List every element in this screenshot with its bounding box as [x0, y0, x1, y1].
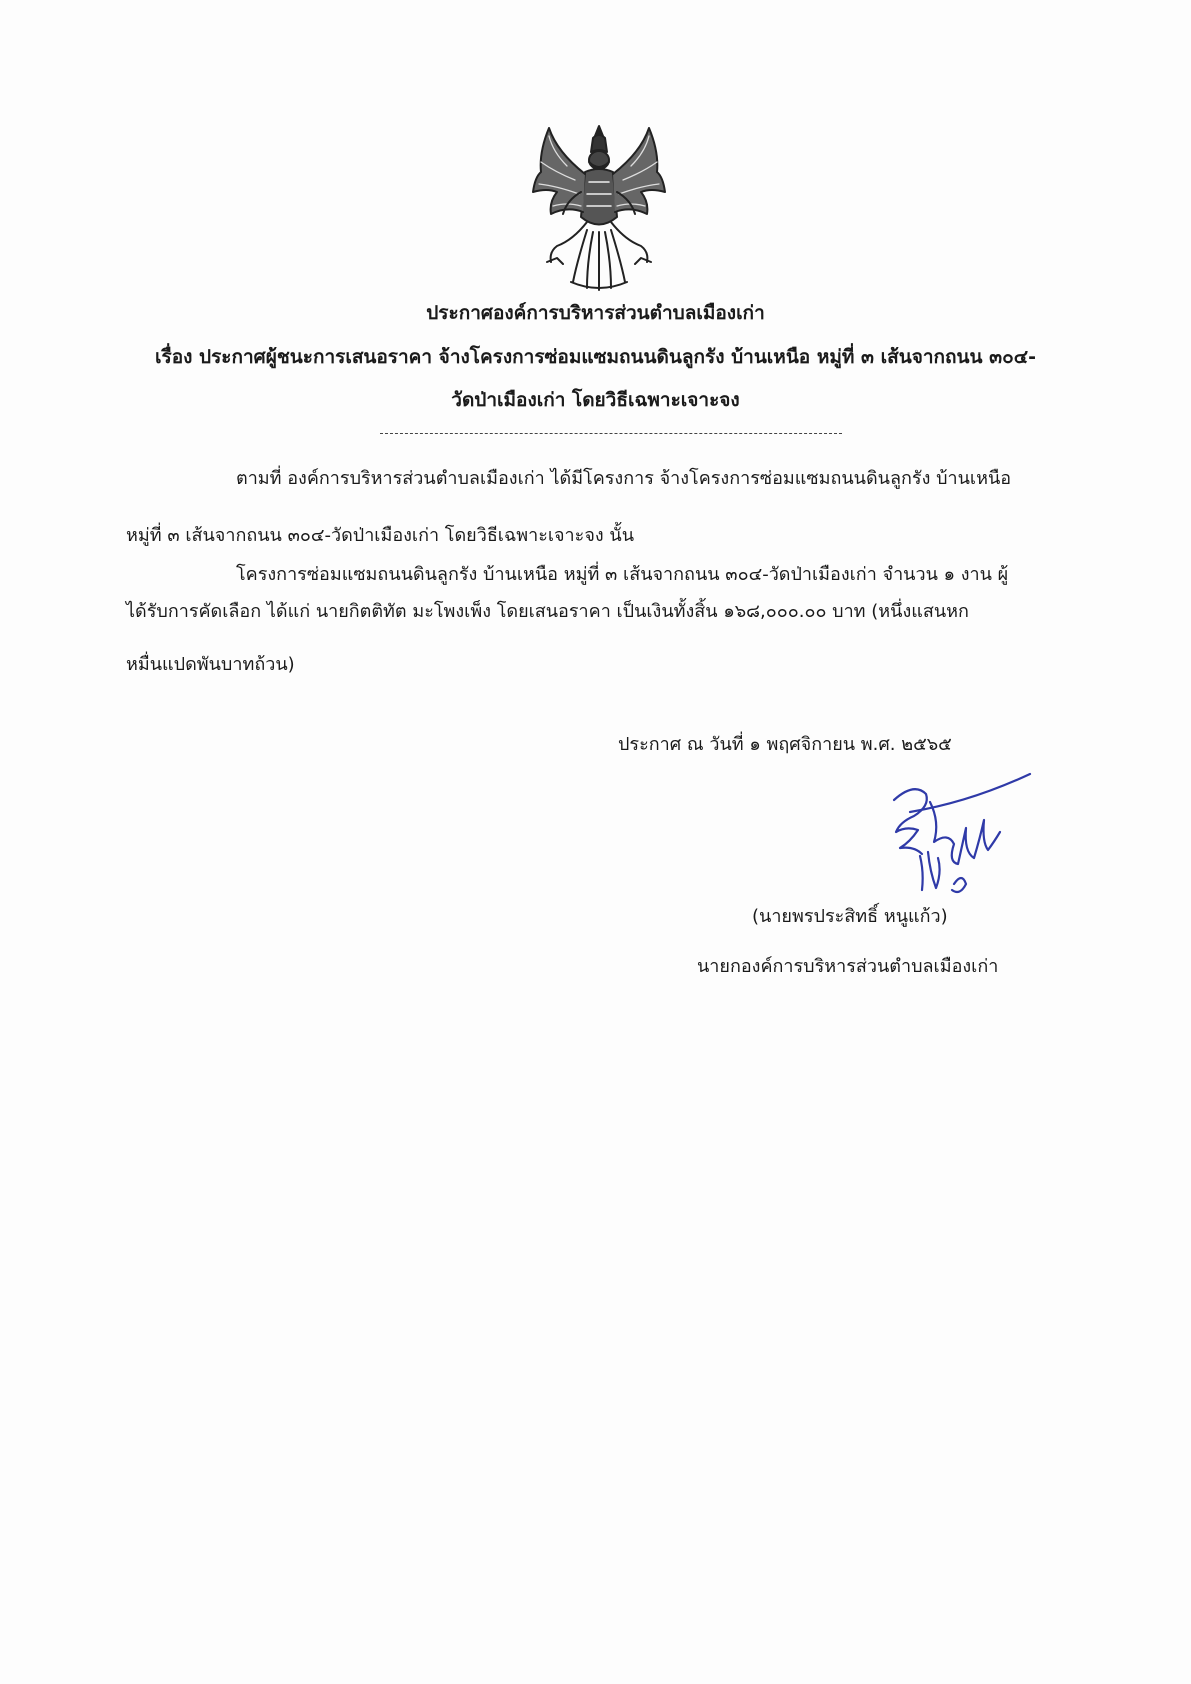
paragraph-2-line-2: ได้รับการคัดเลือก ได้แก่ นายกิตติทัต มะโพงเพ็ง โดยเสนอราคา เป็นเงินทั้งสิ้น ๑๖๘,๐๐๐.๐๐ บาท (หนึ่งแสนหก: [126, 601, 969, 622]
document-title: ประกาศองค์การบริหารส่วนตำบลเมืองเก่า: [426, 302, 765, 324]
paragraph-2-line-3: หมื่นแปดพันบาทถ้วน): [126, 654, 295, 675]
paragraph-2-line-1: โครงการซ่อมแซมถนนดินลูกรัง บ้านเหนือ หมู่ที่ ๓ เส้นจากถนน ๓๐๔-วัดป่าเมืองเก่า จำนวน ๑ งาน ผู้: [236, 564, 1009, 585]
divider-line: [380, 433, 842, 434]
paragraph-1-line-2: หมู่ที่ ๓ เส้นจากถนน ๓๐๔-วัดป่าเมืองเก่า โดยวิธีเฉพาะเจาะจง นั้น: [126, 525, 634, 546]
announcement-date: ประกาศ ณ วันที่ ๑ พฤศจิกายน พ.ศ. ๒๕๖๕: [618, 734, 952, 755]
document-subject-line-1: เรื่อง ประกาศผู้ชนะการเสนอราคา จ้างโครงการซ่อมแซมถนนดินลูกรัง บ้านเหนือ หมู่ที่ ๓ เส้นจากถนน ๓๐๔-: [155, 346, 1036, 368]
document-subject-line-2: วัดป่าเมืองเก่า โดยวิธีเฉพาะเจาะจง: [451, 389, 740, 411]
handwritten-signature: [870, 772, 1035, 912]
signer-name: (นายพรประสิทธิ์ หนูแก้ว): [752, 906, 948, 927]
signer-title: นายกองค์การบริหารส่วนตำบลเมืองเก่า: [697, 956, 999, 977]
garuda-emblem-icon: [527, 122, 672, 292]
paragraph-1-line-1: ตามที่ องค์การบริหารส่วนตำบลเมืองเก่า ได้มีโครงการ จ้างโครงการซ่อมแซมถนนดินลูกรัง บ้านเหนือ: [236, 468, 1012, 489]
